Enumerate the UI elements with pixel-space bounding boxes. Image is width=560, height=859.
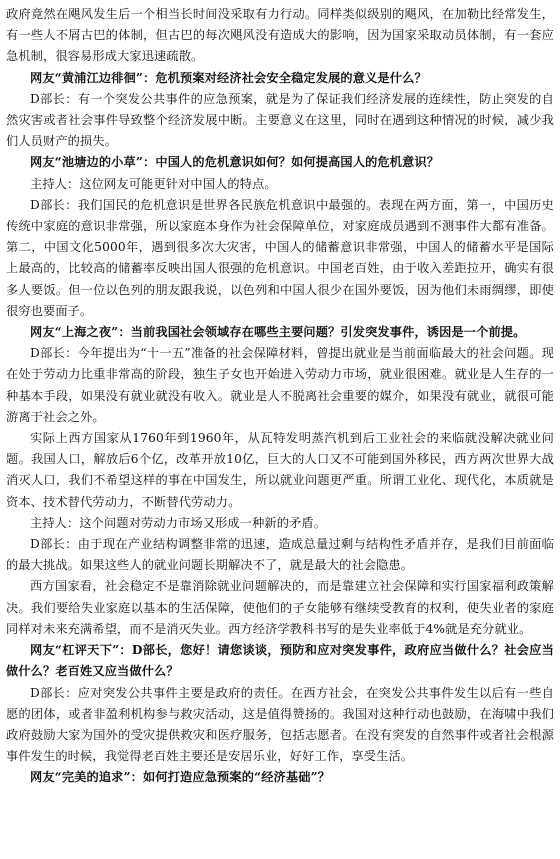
answer-paragraph: D部长：应对突发公共事件主要是政府的责任。在西方社会，在突发公共事件发生以后有一些自愿的团体，或者非盈利机构参与救灾活动，这是值得赞扬的。我国对这种行动也鼓励，在海啸中我们政府鼓励大家为国外的受灾提供救灾和医疗服务，包括志愿者。在没有突发的自然事件或者社会根源事件发生的时候，我觉得老百姓主要还是安居乐业，好好工作，享受生活。 [6, 685, 554, 764]
host-paragraph: 主持人：这个问题对劳动力市场又形成一种新的矛盾。 [30, 515, 327, 530]
answer-paragraph: D部长：我们国民的危机意识是世界各民族危机意识中最强的。表现在两方面，第一，中国历史传统中家庭的意识非常强，所以家庭本身作为社会保障单位，对家庭成员遇到不测事件大都有准备。第二，中国文化5000年，遇到很多次大灾害，中国人的储蓄意识非常强，中国人的储蓄水平是国际上最高的，比较高的储蓄率反映出国人很强的危机意识。中国老百姓，由于收入差距拉开，确实有很多人要饭。但一位以色列的朋友跟我说，以色列和中国人很少在国外要饭，因为他们未雨绸缪，即使很穷也要面子。 [6, 197, 554, 318]
question-paragraph: 网友“杠评天下”：D部长，您好！请您谈谈，预防和应对突发事件，政府应当做什么？社会应当做什么？老百姓又应当做什么？ [6, 643, 554, 679]
host-paragraph: 主持人：这位网友可能更针对中国人的特点。 [30, 176, 277, 191]
question-paragraph: 网友“上海之夜”：当前我国社会领域存在哪些主要问题？引发突发事件，诱因是一个前提。 [30, 325, 526, 340]
question-paragraph: 网友“池塘边的小草”：中国人的危机意识如何？如何提高国人的危机意识？ [30, 155, 440, 170]
body-paragraph: 西方国家看，社会稳定不是靠消除就业问题解决的，而是靠建立社会保障和实行国家福利政策解决。我们要给失业家庭以基本的生活保障，使他们的子女能够有继续受教育的权利，使失业者的家庭同样对未来充满希望，而不是消灭失业。西方经济学教科书写的是失业率低于4%就是充分就业。 [6, 579, 554, 636]
answer-paragraph: D部长：今年提出为“十一五”准备的社会保障材料，曾提出就业是当前面临最大的社会问题。现在处于劳动力比重非常高的阶段，独生子女也开始进入劳动力市场，就业很困难。就业是人生存的一种基本手段，如果没有就业就没有收入。就业是人不脱离社会重要的媒介，如果没有就业，就很可能游离于社会之外。 [6, 346, 554, 424]
answer-paragraph: D部长：有一个突发公共事件的应急预案，就是为了保证我们经济发展的连续性，防止突发的自然灾害或者社会事件导致整个经济发展中断。主要意义在这里，同时在遇到这种情况的时候，减少我们人员财产的损失。 [6, 91, 554, 149]
question-paragraph: 网友“黄浦江边徘徊”：危机预案对经济社会安全稳定发展的意义是什么？ [30, 70, 427, 85]
body-paragraph: 实际上西方国家从1760年到1960年，从瓦特发明蒸汽机到后工业社会的来临就没解决就业问题。我国人口，解放后6个亿，改革开放10亿，巨大的人口又不可能到国外移民，西方两次世界大战消灭人口，我们不希望这样的事在中国发生，所以就业问题更严重。所谓工业化、现代化，本质就是资本、技术替代劳动力，不断替代劳动力。 [6, 431, 554, 509]
question-paragraph: 网友“完美的追求”：如何打造应急预案的“经济基础”？ [30, 770, 331, 785]
paragraph-continuation: 政府竟然在飓风发生后一个相当长时间没采取有力行动。同样类似级别的飓风，在加勒比经常发生，有一些人不屑古巴的体制，但古巴的每次飓风没有造成大的影响，因为国家采取动员体制，有一套应急机制，很容易形成大家迅速疏散。 [6, 7, 554, 64]
answer-paragraph: D部长：由于现在产业结构调整非常的迅速，造成总量过剩与结构性矛盾并存，是我们目前面临的最大挑战。如果这些人的就业问题长期解决不了，就是最大的社会隐患。 [6, 537, 554, 573]
